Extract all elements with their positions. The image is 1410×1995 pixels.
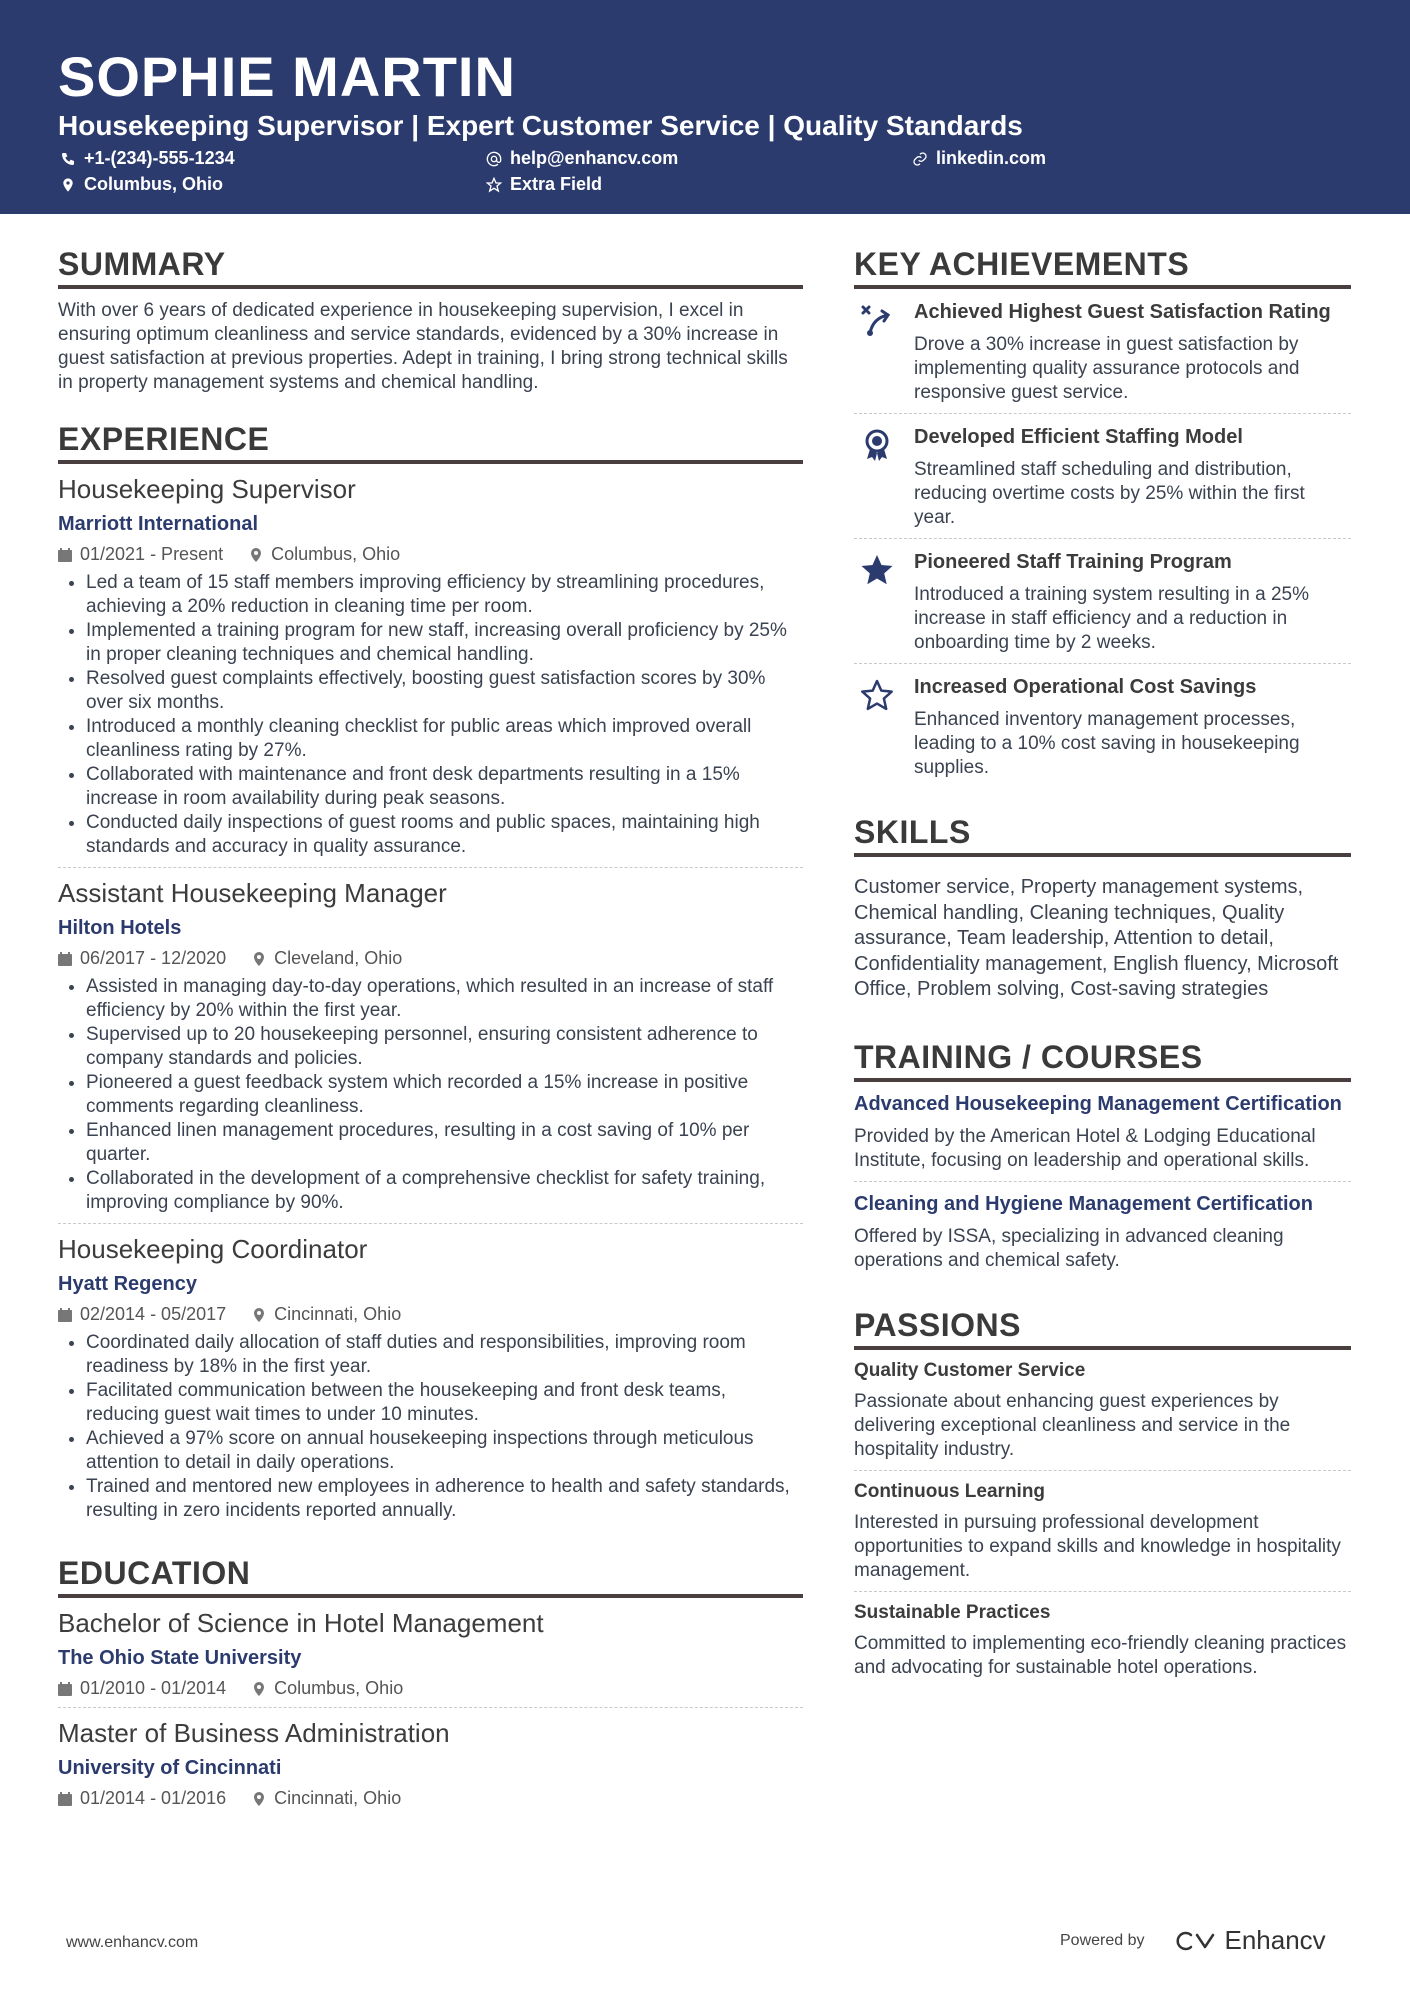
education-entry — [58, 1608, 803, 1708]
passion-title: Continuous Learning — [854, 1480, 1046, 1502]
job-bullets — [58, 975, 803, 1215]
right-column — [854, 246, 1351, 1698]
candidate-tagline: Housekeeping Supervisor | Expert Customer Service | Quality Standards — [58, 110, 1023, 141]
candidate-name: SOPHIE MARTIN — [58, 45, 516, 108]
award-ribbon-icon — [860, 428, 894, 462]
bullet-item: • Collaborated in the development of a comprehensive checklist for safety training, improving compliance by 90%. — [86, 1167, 803, 1215]
course-item — [854, 1092, 1351, 1182]
extra-field-text: Extra Field — [510, 174, 603, 194]
achievement-title: Pioneered Staff Training Program — [914, 551, 1232, 573]
course-item — [854, 1192, 1351, 1281]
passion-desc: Interested in pursuing professional development opportunities to expand skills and knowledge in hospitality management. — [854, 1511, 1341, 1581]
experience-heading: EXPERIENCE — [58, 421, 803, 464]
job-location: Cincinnati, Ohio — [274, 1304, 402, 1324]
location-pin-icon — [60, 177, 76, 193]
achievement-desc: Streamlined staff scheduling and distribution, reducing overtime costs by 25% within the first year. — [914, 459, 1305, 528]
education-dates: 01/2010 - 01/2014 — [80, 1678, 227, 1698]
powered-by-label: Powered by — [1060, 1931, 1145, 1949]
achievement-item — [854, 424, 1351, 539]
summary-heading: SUMMARY — [58, 246, 803, 289]
degree-title: Master of Business Administration — [58, 1718, 450, 1748]
passion-item — [854, 1481, 1351, 1592]
bullet-item: • Supervised up to 20 housekeeping personnel, ensuring consistent adherence to company standards and policies. — [86, 1023, 803, 1071]
calendar-icon — [58, 1308, 72, 1322]
achievement-item — [854, 674, 1351, 788]
linkedin-contact[interactable] — [912, 148, 1046, 169]
achievement-title: Increased Operational Cost Savings — [914, 676, 1257, 698]
bullet-item: • Enhanced linen management procedures, resulting in a cost saving of 10% per quarter. — [86, 1119, 803, 1167]
course-title: Cleaning and Hygiene Management Certification — [854, 1192, 1313, 1215]
education-location: Columbus, Ohio — [274, 1678, 404, 1698]
bullet-item: • Trained and mentored new employees in adherence to health and safety standards, resulting in zero incidents reported annually. — [86, 1475, 803, 1523]
bullet-item: • Introduced a monthly cleaning checklist for public areas which improved overall cleanliness rating by 27%. — [86, 715, 803, 763]
achievement-desc: Enhanced inventory management processes, leading to a 10% cost saving in housekeeping supplies. — [914, 709, 1300, 778]
star-filled-icon — [860, 553, 894, 587]
at-icon — [486, 151, 502, 167]
email-contact[interactable] — [486, 148, 678, 169]
passion-desc: Committed to implementing eco-friendly cleaning practices and advocating for sustainable hotel operations. — [854, 1632, 1347, 1678]
location-text: Columbus, Ohio — [84, 174, 223, 194]
bullet-item: • Implemented a training program for new staff, increasing overall proficiency by 25% in proper cleaning techniques and chemical handling. — [86, 619, 803, 667]
email-text: help@enhancv.com — [510, 148, 679, 168]
achievement-desc: Introduced a training system resulting in a 25% increase in staff efficiency and a reduction in onboarding time by 2 weeks. — [914, 584, 1309, 653]
company-name: Hilton Hotels — [58, 917, 182, 939]
job-dates: 01/2021 - Present — [80, 544, 224, 564]
location-pin-icon — [249, 548, 263, 562]
footer-website[interactable]: www.enhancv.com — [66, 1934, 199, 1951]
brand-name: Enhancv — [1224, 1925, 1326, 1955]
achievement-item — [854, 299, 1351, 414]
passion-item — [854, 1360, 1351, 1471]
skills-text: Customer service, Property management systems, Chemical handling, Cleaning techniques, Quality assurance, Team leadership, Attention to detail, Confidentiality management, English fluency, Microsoft Office, Problem solving, Cost-saving strategies — [854, 876, 1339, 1000]
school-name: University of Cincinnati — [58, 1757, 282, 1779]
strategy-icon — [860, 303, 894, 337]
passion-item — [854, 1602, 1351, 1688]
achievement-item — [854, 549, 1351, 664]
bullet-item: • Led a team of 15 staff members improving efficiency by streamlining procedures, achieving a 20% reduction in cleaning time per room. — [86, 571, 803, 619]
experience-entry — [58, 474, 803, 868]
left-column — [58, 246, 803, 1827]
experience-entry — [58, 1234, 803, 1531]
location-contact — [60, 174, 223, 195]
bullet-item: • Conducted daily inspections of guest rooms and public spaces, maintaining high standards and accuracy in quality assurance. — [86, 811, 803, 859]
course-desc: Offered by ISSA, specializing in advanced cleaning operations and chemical safety. — [854, 1225, 1284, 1271]
bullet-item: • Collaborated with maintenance and front desk departments resulting in a 15% increase in room availability during peak seasons. — [86, 763, 803, 811]
skills-heading: SKILLS — [854, 814, 1351, 857]
company-name: Hyatt Regency — [58, 1273, 197, 1295]
course-desc: Provided by the American Hotel & Lodging Educational Institute, focusing on leadership and operational skills. — [854, 1125, 1316, 1171]
bullet-item: • Pioneered a guest feedback system which recorded a 15% increase in positive comments regarding cleanliness. — [86, 1071, 803, 1119]
training-heading: TRAINING / COURSES — [854, 1039, 1351, 1082]
bullet-item: • Resolved guest complaints effectively, boosting guest satisfaction scores by 30% over six months. — [86, 667, 803, 715]
job-bullets — [58, 1331, 803, 1523]
job-title: Housekeeping Coordinator — [58, 1234, 368, 1264]
job-title: Housekeeping Supervisor — [58, 474, 356, 504]
education-heading: EDUCATION — [58, 1555, 803, 1598]
job-location: Columbus, Ohio — [271, 544, 401, 564]
linkedin-text: linkedin.com — [936, 148, 1047, 168]
phone-text: +1-(234)-555-1234 — [84, 148, 235, 168]
education-entry — [58, 1718, 803, 1817]
bullet-item: • Coordinated daily allocation of staff duties and responsibilities, improving room readiness by 18% in the first year. — [86, 1331, 803, 1379]
resume-header — [0, 0, 1410, 214]
calendar-icon — [58, 1682, 72, 1696]
passion-title: Quality Customer Service — [854, 1359, 1086, 1381]
bullet-item: • Achieved a 97% score on annual housekeeping inspections through meticulous attention to detail in daily operations. — [86, 1427, 803, 1475]
enhancv-logo-icon — [1171, 1929, 1217, 1953]
job-meta — [58, 948, 803, 969]
education-dates: 01/2014 - 01/2016 — [80, 1788, 227, 1808]
enhancv-logo[interactable] — [1171, 1925, 1326, 1956]
achievement-desc: Drove a 30% increase in guest satisfaction by implementing quality assurance protocols and responsive guest service. — [914, 334, 1300, 403]
job-meta — [58, 1304, 803, 1325]
calendar-icon — [58, 952, 72, 966]
experience-entry — [58, 878, 803, 1224]
bullet-item: • Assisted in managing day-to-day operations, which resulted in an increase of staff efficiency by 20% within the first year. — [86, 975, 803, 1023]
phone-contact[interactable] — [60, 148, 235, 169]
job-dates: 06/2017 - 12/2020 — [80, 948, 227, 968]
extra-field-contact — [486, 174, 602, 195]
job-dates: 02/2014 - 05/2017 — [80, 1304, 227, 1324]
passion-desc: Passionate about enhancing guest experiences by delivering exceptional cleanliness and service in the hospitality industry. — [854, 1390, 1291, 1460]
achievements-heading: KEY ACHIEVEMENTS — [854, 246, 1351, 289]
company-name: Marriott International — [58, 513, 259, 535]
course-title: Advanced Housekeeping Management Certification — [854, 1092, 1342, 1115]
location-pin-icon — [252, 1792, 266, 1806]
location-pin-icon — [252, 1308, 266, 1322]
job-bullets — [58, 571, 803, 859]
summary-text: With over 6 years of dedicated experience in housekeeping supervision, I excel in ensuring optimum cleanliness and service standards, evidenced by a 30% increase in guest satisfaction at previous properties. Adept in training, I bring strong technical skills in property management systems and chemical handling. — [58, 300, 788, 393]
passion-title: Sustainable Practices — [854, 1601, 1051, 1623]
location-pin-icon — [252, 1682, 266, 1696]
footer-branding — [1060, 1925, 1326, 1956]
passions-heading: PASSIONS — [854, 1307, 1351, 1350]
phone-icon — [60, 151, 76, 167]
job-meta — [58, 544, 803, 565]
location-pin-icon — [252, 952, 266, 966]
calendar-icon — [58, 1792, 72, 1806]
achievement-title: Achieved Highest Guest Satisfaction Rating — [914, 301, 1331, 323]
star-icon — [486, 177, 502, 193]
job-title: Assistant Housekeeping Manager — [58, 878, 447, 908]
education-meta — [58, 1788, 803, 1809]
education-location: Cincinnati, Ohio — [274, 1788, 402, 1808]
degree-title: Bachelor of Science in Hotel Management — [58, 1608, 544, 1638]
education-meta — [58, 1678, 803, 1699]
link-icon — [912, 151, 928, 167]
job-location: Cleveland, Ohio — [274, 948, 403, 968]
calendar-icon — [58, 548, 72, 562]
star-outline-icon — [860, 678, 894, 712]
bullet-item: • Facilitated communication between the housekeeping and front desk teams, reducing guest wait times to under 10 minutes. — [86, 1379, 803, 1427]
school-name: The Ohio State University — [58, 1647, 302, 1669]
achievement-title: Developed Efficient Staffing Model — [914, 426, 1243, 448]
